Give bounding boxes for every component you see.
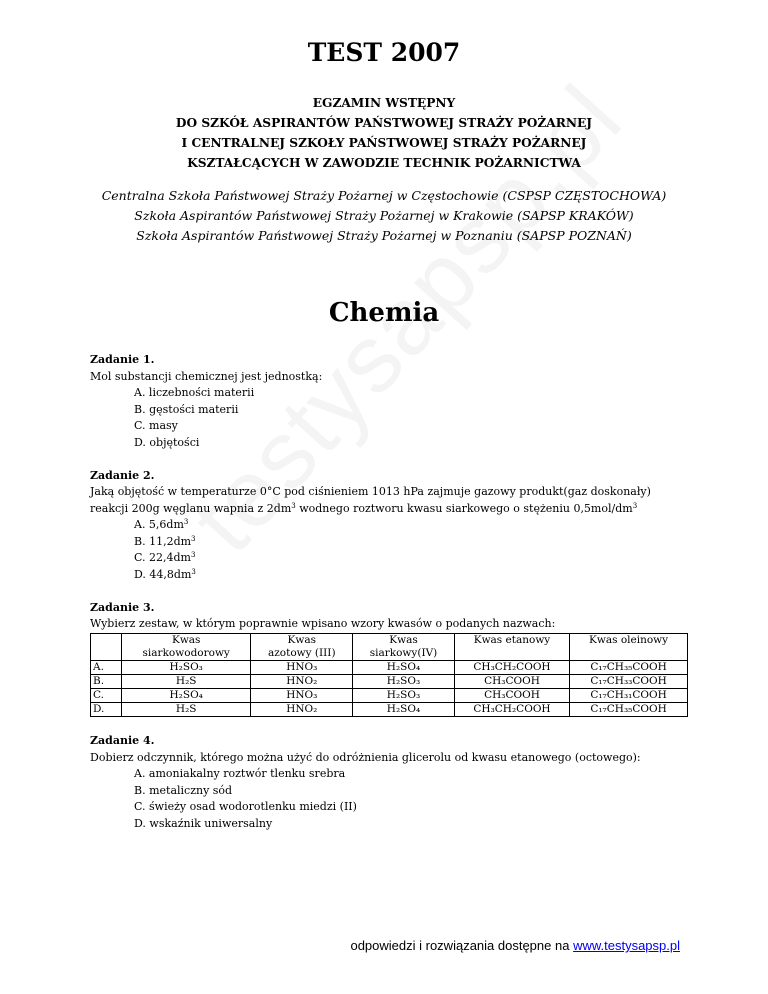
- answer-option: A. $5,6dm^3$: [134, 518, 189, 531]
- task-question: Mol substancji chemicznej jest jednostką:: [90, 369, 323, 383]
- header-line: DO SZKÓŁ ASPIRANTÓW PAŃSTWOWEJ STRAŻY POŻARNEJ: [175, 116, 593, 130]
- answer-option: B. metaliczny sód: [134, 783, 233, 797]
- school-line: Centralna Szkoła Państwowej Straży Pożarnej w Częstochowie (CSPSP CZĘSTOCHOWA): [101, 188, 667, 203]
- task-question-line: [90, 501, 690, 518]
- header-line: EGZAMIN WSTĘPNY: [312, 96, 456, 110]
- table-cell: C₁₇CH₃₁COOH: [570, 688, 688, 702]
- task-title: Zadanie 4.: [90, 734, 155, 747]
- table-cell: C₁₇CH₃₅COOH: [570, 702, 688, 716]
- header-line: I CENTRALNEJ SZKOŁY PAŃSTWOWEJ STRAŻY POŻARNEJ: [181, 136, 587, 150]
- school-line: Szkoła Aspirantów Państwowej Straży Pożarnej w Krakowie (SAPSP KRAKÓW): [134, 208, 634, 223]
- exam-header: [0, 93, 768, 173]
- task-1: [90, 352, 690, 451]
- table-cell: HNO₃: [251, 660, 353, 674]
- schools-list: [0, 186, 768, 246]
- header-line: KSZTAŁCĄCYCH W ZAWODZIE TECHNIK POŻARNICTWA: [187, 156, 581, 170]
- table-cell: C₁₇CH₃₃COOH: [570, 674, 688, 688]
- task-question-line: Jaką objętość w temperaturze 0°C pod ciśnieniem 1013 hPa zajmuje gazowy produkt(gaz doskonały): [90, 485, 651, 498]
- table-cell: HNO₂: [251, 702, 353, 716]
- answer-option: D. $44,8dm^3$: [134, 567, 196, 581]
- table-header-cell: [91, 633, 122, 660]
- table-cell: H₂SO₃: [353, 688, 455, 702]
- table-cell: H₂SO₃: [122, 660, 251, 674]
- table-row: [91, 660, 688, 674]
- table-header-cell: Kwas oleinowy: [570, 633, 688, 660]
- answer-option: A. liczebności materii: [134, 386, 255, 399]
- table-cell: CH₃CH₂COOH: [454, 702, 569, 716]
- answer-option: D. wskaźnik uniwersalny: [134, 816, 273, 830]
- table-cell: H₂S: [122, 702, 251, 716]
- row-label: D.: [91, 702, 122, 716]
- footer: [0, 938, 680, 953]
- table-cell: H₂SO₄: [122, 688, 251, 702]
- table-cell: C₁₇CH₃₅COOH: [570, 660, 688, 674]
- table-row: [91, 702, 688, 716]
- table-cell: H₂SO₄: [353, 702, 455, 716]
- row-label: C.: [91, 688, 122, 702]
- task-title: Zadanie 1.: [90, 353, 155, 366]
- table-cell: CH₃COOH: [454, 674, 569, 688]
- document-title: TEST 2007: [307, 38, 461, 67]
- table-row: [91, 688, 688, 702]
- row-label: B.: [91, 674, 122, 688]
- superscript: 3: [291, 501, 296, 510]
- table-cell: H₂SO₄: [353, 660, 455, 674]
- table-header-cell: Kwas siarkowy(IV): [353, 633, 455, 660]
- task-title: Zadanie 2.: [90, 468, 155, 482]
- answer-option: B. gęstości materii: [134, 402, 239, 416]
- table-header-cell: Kwas etanowy: [454, 633, 569, 660]
- answer-option: D. objętości: [134, 435, 200, 449]
- answer-option: A. amoniakalny roztwór tlenku srebra: [134, 767, 346, 780]
- answer-option: B. $11,2dm^3$: [134, 534, 196, 548]
- tasks-content: [90, 352, 690, 849]
- table-header-cell: Kwas siarkowodorowy: [122, 633, 251, 660]
- answer-option: C. $22,4dm^3$: [134, 551, 196, 564]
- subject-title: Chemia: [328, 298, 440, 328]
- table-header-cell: Kwas azotowy (III): [251, 633, 353, 660]
- superscript: 3: [632, 501, 638, 510]
- task-question: Dobierz odczynnik, którego można użyć do odróżnienia glicerolu od kwasu etanowego (octowego):: [90, 750, 641, 764]
- table-row: [91, 674, 688, 688]
- answer-option: C. masy: [134, 419, 178, 432]
- footer-text: odpowiedzi i rozwiązania dostępne na: [350, 938, 574, 953]
- task-question: Wybierz zestaw, w którym poprawnie wpisano wzory kwasów o podanych nazwach:: [90, 617, 556, 630]
- row-label: A.: [91, 660, 122, 674]
- table-cell: H₂S: [122, 674, 251, 688]
- table-cell: H₂SO₃: [353, 674, 455, 688]
- table-cell: CH₃CH₂COOH: [454, 660, 569, 674]
- acids-table: [90, 633, 688, 717]
- table-cell: CH₃COOH: [454, 688, 569, 702]
- task-title: Zadanie 3.: [90, 600, 155, 614]
- table-cell: HNO₂: [251, 674, 353, 688]
- task-3: [90, 600, 690, 717]
- school-line: Szkoła Aspirantów Państwowej Straży Pożarnej w Poznaniu (SAPSP POZNAŃ): [136, 228, 632, 243]
- table-cell: HNO₃: [251, 688, 353, 702]
- task-2: [90, 468, 690, 584]
- table-header-row: [91, 633, 688, 660]
- website-link[interactable]: www.testysapsp.pl: [573, 938, 680, 953]
- question-text: reakcji 200g węglanu wapnia z 2dm: [90, 501, 292, 515]
- answer-option: C. świeży osad wodorotlenku miedzi (II): [134, 800, 357, 813]
- question-text: wodnego roztworu kwasu siarkowego o stężeniu 0,5mol/dm: [295, 501, 633, 515]
- task-4: [90, 733, 690, 832]
